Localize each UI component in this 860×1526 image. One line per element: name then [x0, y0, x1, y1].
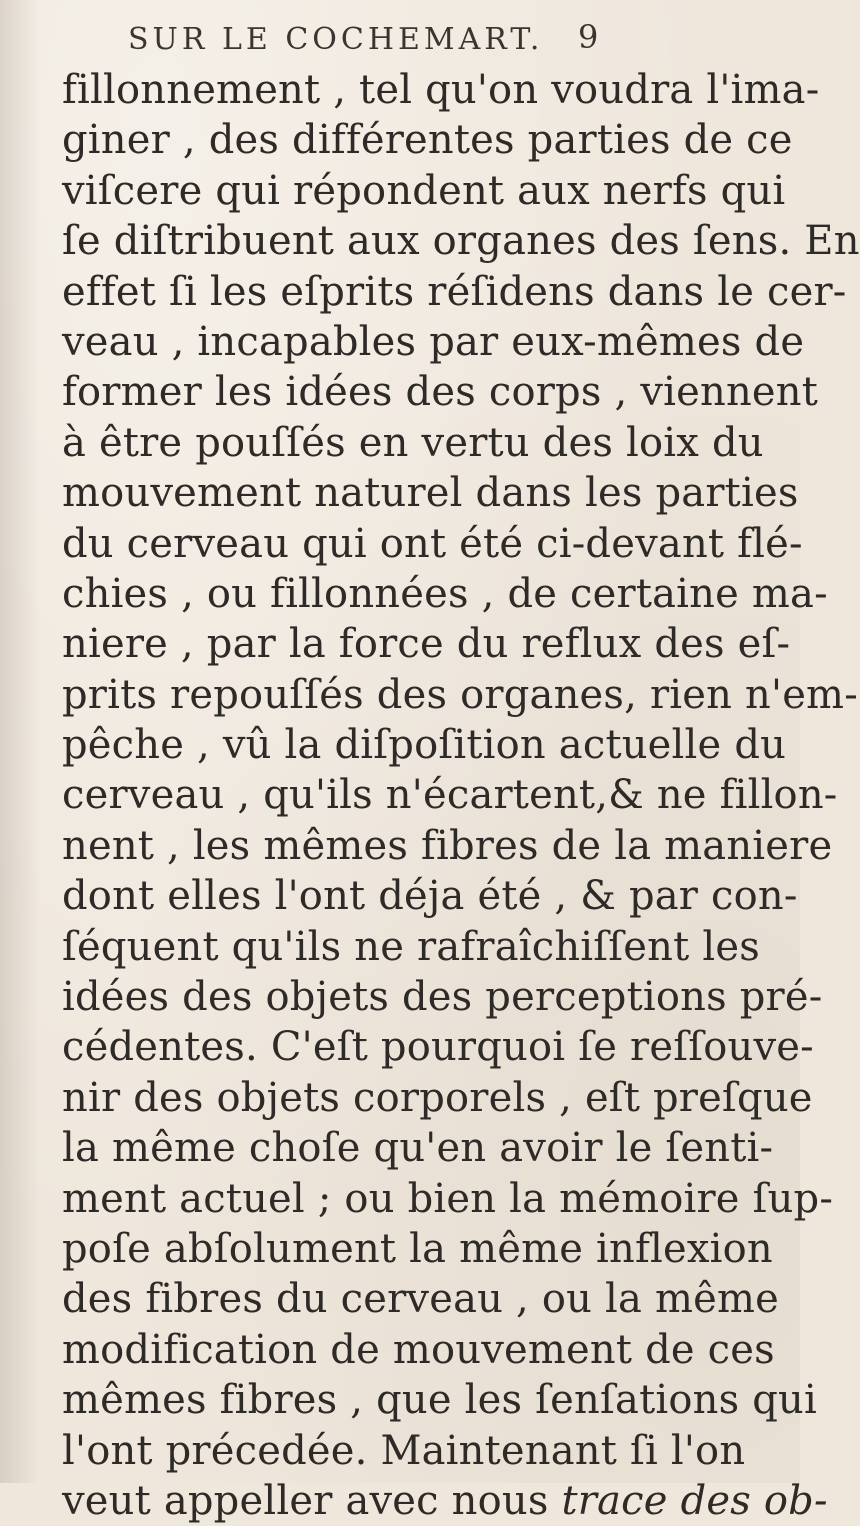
text-line: former les idées des corps , viennent: [62, 369, 819, 416]
text-line: pêche , vû la diſpoſition actuelle du: [62, 722, 787, 769]
text-line: à être pouſſés en vertu des loix du: [62, 419, 764, 466]
text-line: veau , incapables par eux-mêmes de: [62, 318, 805, 365]
text-line: du cerveau qui ont été ci-devant flé-: [62, 520, 803, 567]
last-line-roman: veut appeller avec nous: [62, 1477, 562, 1524]
text-line: giner , des différentes parties de ce: [62, 117, 793, 164]
text-line: cédentes. C'eſt pourquoi ſe reſſouve-: [62, 1024, 814, 1071]
text-line: mouvement naturel dans les parties: [62, 470, 799, 517]
last-line-italic: trace des ob-: [561, 1477, 828, 1524]
text-line: effet ſi les eſprits réſidens dans le cer-: [62, 268, 847, 315]
text-line: mêmes fibres , que les ſenſations qui: [62, 1377, 817, 1424]
page-gutter-shadow: [0, 0, 40, 1483]
text-line: dont elles l'ont déja été , & par con-: [62, 873, 798, 920]
text-line: la même choſe qu'en avoir le ſenti-: [62, 1125, 774, 1172]
text-line: prits repouſſés des organes, rien n'em-: [62, 671, 858, 718]
text-line: ment actuel ; ou bien la mémoire ſup-: [62, 1175, 834, 1222]
page-number: 9: [578, 18, 599, 56]
text-line: niere , par la force du reflux des eſ-: [62, 621, 791, 668]
text-line: des fibres du cerveau , ou la même: [62, 1276, 779, 1323]
text-line: fillonnement , tel qu'on voudra l'ima-: [62, 67, 820, 113]
text-line: poſe abſolument la même inflexion: [62, 1225, 773, 1272]
text-line: modification de mouvement de ces: [62, 1326, 775, 1373]
text-line: nent , les mêmes fibres de la maniere: [62, 822, 833, 869]
text-line: chies , ou fillonnées , de certaine ma-: [62, 570, 828, 617]
running-head: SUR LE COCHEMART.: [128, 22, 544, 57]
body-text: [62, 65, 860, 1526]
text-line: ſe diſtribuent aux organes des ſens. En: [62, 218, 860, 265]
text-line: nir des objets corporels , eſt preſque: [62, 1074, 813, 1121]
text-line: cerveau , qu'ils n'écartent,& ne fillon-: [62, 772, 838, 819]
text-line-last: [62, 1476, 828, 1526]
text-line: ſéquent qu'ils ne rafraîchiſſent les: [62, 923, 760, 970]
text-line: l'ont précedée. Maintenant ſi l'on: [62, 1427, 746, 1474]
text-line: viſcere qui répondent aux nerfs qui: [62, 167, 786, 214]
text-line: idées des objets des perceptions pré-: [62, 974, 823, 1021]
